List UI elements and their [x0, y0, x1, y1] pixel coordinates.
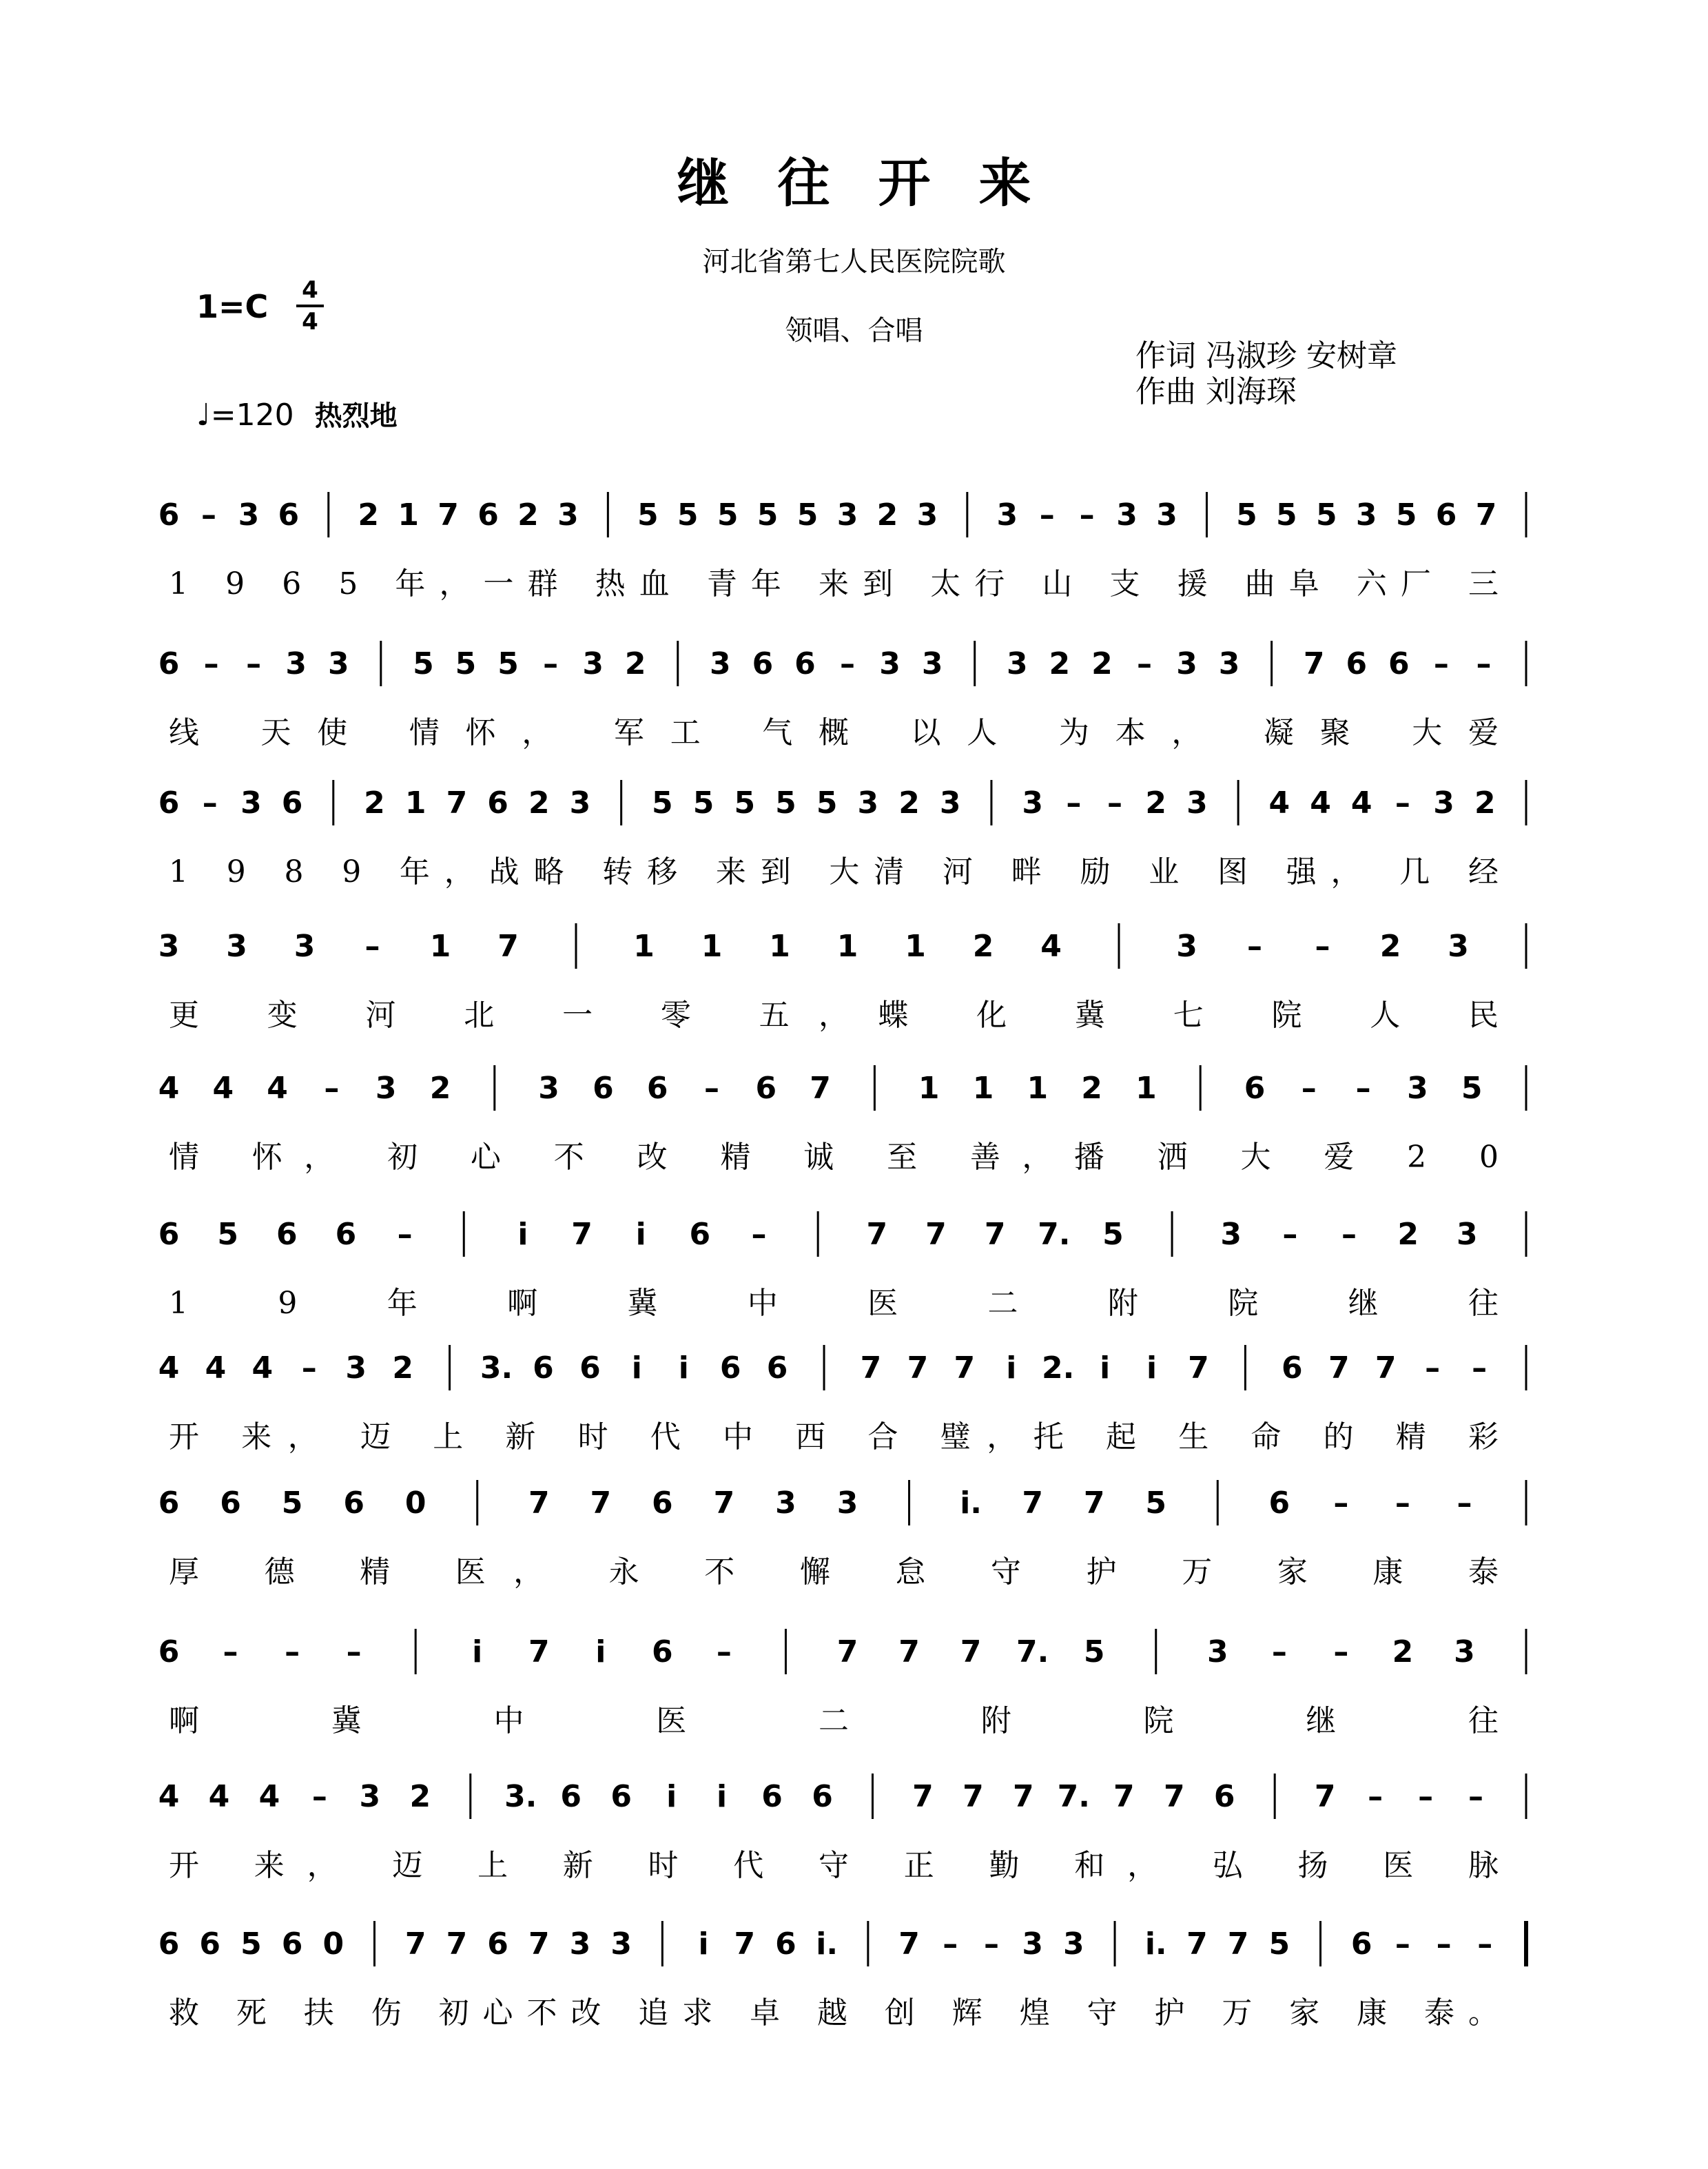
- note: 7: [866, 1217, 888, 1252]
- note: 7: [836, 1634, 858, 1669]
- note: i: [678, 1350, 689, 1386]
- note: 3: [1022, 1926, 1043, 1962]
- note: 5: [413, 646, 434, 681]
- note: 7: [404, 1926, 426, 1962]
- note: –: [200, 497, 216, 533]
- note: 2: [1397, 1217, 1419, 1252]
- note: i.: [1144, 1926, 1167, 1962]
- note: 2: [876, 497, 898, 533]
- note: 5: [796, 497, 819, 533]
- note: 6: [646, 1071, 668, 1106]
- note: 5: [775, 785, 796, 821]
- note: 3: [557, 497, 579, 533]
- performance-mode: 领唱、合唱: [785, 315, 923, 347]
- note: 6: [158, 785, 180, 821]
- note: 3: [375, 1071, 397, 1106]
- note: 7: [1186, 1926, 1208, 1962]
- note: 6: [477, 497, 499, 533]
- note: –: [1436, 1926, 1452, 1962]
- note: 1: [918, 1071, 940, 1106]
- note: 2: [409, 1779, 431, 1814]
- note: 6: [158, 1217, 180, 1252]
- note: 6: [610, 1779, 632, 1814]
- note: 2: [1474, 785, 1496, 821]
- note: i: [1146, 1350, 1157, 1386]
- note: 6: [593, 1071, 614, 1106]
- note: 4: [1268, 785, 1290, 821]
- note: –: [1395, 785, 1410, 821]
- note: –: [246, 646, 262, 681]
- note: 3: [1176, 646, 1197, 681]
- note: 3: [240, 785, 262, 821]
- note: –: [1395, 1486, 1410, 1521]
- note: 1: [701, 929, 723, 964]
- note: 7.: [1057, 1779, 1091, 1814]
- time-signature-bottom: 4: [302, 308, 318, 336]
- note: 2: [1081, 1071, 1102, 1106]
- note: 4: [208, 1779, 230, 1814]
- note: 3: [1454, 1634, 1475, 1669]
- note: 6: [755, 1071, 777, 1106]
- note: 6: [719, 1350, 741, 1386]
- note: –: [1418, 1779, 1434, 1814]
- note: –: [1107, 785, 1123, 821]
- note: i: [717, 1779, 728, 1814]
- note: i: [635, 1217, 646, 1252]
- note: –: [1136, 646, 1152, 681]
- note: –: [1425, 1350, 1441, 1386]
- note: 5: [1461, 1071, 1483, 1106]
- note: 3: [1176, 929, 1197, 964]
- note: –: [543, 646, 559, 681]
- note: 5: [1315, 497, 1337, 533]
- note: 7: [528, 1926, 550, 1962]
- note: 1: [398, 497, 419, 533]
- note: 4: [205, 1350, 227, 1386]
- note: 4: [158, 1779, 180, 1814]
- note: 3: [1063, 1926, 1084, 1962]
- note: 0: [404, 1486, 426, 1521]
- note: 3.: [480, 1350, 513, 1386]
- note: 7: [1188, 1350, 1209, 1386]
- notation-row: [158, 1211, 1526, 1257]
- note: 1: [769, 929, 790, 964]
- note: 1: [633, 929, 655, 964]
- note: –: [1457, 1486, 1472, 1521]
- tempo-value: ♩=120: [196, 398, 294, 433]
- note: 5: [1145, 1486, 1167, 1521]
- note: –: [324, 1071, 340, 1106]
- note: 6: [220, 1486, 241, 1521]
- note: 2: [528, 785, 550, 821]
- lyrics-row: 开 来， 迈 上 新 时 代 中 西 合 璧，托 起 生 命 的 精 彩: [169, 1419, 1499, 1454]
- note: 6: [1350, 1926, 1372, 1962]
- lyrics-row: 开 来， 迈 上 新 时 代 守 正 勤 和， 弘 扬 医 脉: [169, 1848, 1499, 1883]
- note: 6: [579, 1350, 601, 1386]
- note: 3: [294, 929, 316, 964]
- note: –: [751, 1217, 767, 1252]
- note: 6: [158, 1926, 180, 1962]
- note: –: [285, 1634, 300, 1669]
- note: 2: [1145, 785, 1167, 821]
- note: 1: [972, 1071, 994, 1106]
- note: 6: [1346, 646, 1368, 681]
- note: –: [1301, 1071, 1317, 1106]
- note: 6: [775, 1926, 796, 1962]
- note: 3: [610, 1926, 632, 1962]
- note: 4: [1310, 785, 1331, 821]
- note: 6: [343, 1486, 364, 1521]
- note: 5: [734, 785, 756, 821]
- note: 7: [438, 497, 459, 533]
- note: 2.: [1042, 1350, 1075, 1386]
- note: 3: [836, 497, 858, 533]
- note: 6: [276, 1217, 298, 1252]
- note: 3: [836, 1486, 858, 1521]
- note: 4: [1350, 785, 1372, 821]
- note: 3: [1006, 646, 1028, 681]
- note: i: [1100, 1350, 1111, 1386]
- note: 6: [281, 1926, 303, 1962]
- note: 3: [1448, 929, 1469, 964]
- note: 2: [1379, 929, 1401, 964]
- note: –: [1468, 1779, 1484, 1814]
- note: i.: [960, 1486, 982, 1521]
- note: 5: [1236, 497, 1257, 533]
- note: 2: [1049, 646, 1071, 681]
- note: 4: [267, 1071, 288, 1106]
- note: i.: [816, 1926, 838, 1962]
- note: 5: [1395, 497, 1417, 533]
- note: 2: [1392, 1634, 1414, 1669]
- note: –: [1355, 1071, 1371, 1106]
- note: –: [1476, 646, 1492, 681]
- note: 6: [752, 646, 774, 681]
- note: 5: [497, 646, 519, 681]
- note: 4: [251, 1350, 274, 1386]
- note: 7: [734, 1926, 756, 1962]
- note: 7: [954, 1350, 976, 1386]
- note: 7: [810, 1071, 831, 1106]
- note: 7: [1113, 1779, 1135, 1814]
- note: –: [983, 1926, 999, 1962]
- note: 4: [158, 1350, 180, 1386]
- note: 1: [429, 929, 451, 964]
- note: 4: [1040, 929, 1062, 964]
- note: 3: [158, 929, 180, 964]
- note: –: [1341, 1217, 1357, 1252]
- note: 3: [582, 646, 604, 681]
- notation-row: [158, 1345, 1526, 1390]
- note: 3: [1116, 497, 1138, 533]
- note: –: [311, 1779, 327, 1814]
- note: 4: [158, 1071, 180, 1106]
- note: 5: [637, 497, 659, 533]
- note: 7: [1013, 1779, 1034, 1814]
- note: 7: [713, 1486, 735, 1521]
- note: –: [1333, 1634, 1349, 1669]
- notation-row: [158, 641, 1526, 686]
- note: 6: [158, 646, 180, 681]
- lyrics-row: 1 9 6 5 年，一群 热血 青年 来到 太行 山 支 援 曲阜 六厂 三: [169, 566, 1499, 602]
- note: 2: [358, 497, 380, 533]
- note: i: [472, 1634, 483, 1669]
- note: 3: [1457, 1217, 1478, 1252]
- lyrics-row: 啊 冀 中 医 二 附 院 继 往: [169, 1703, 1499, 1738]
- note: 7: [860, 1350, 882, 1386]
- note: 1: [905, 929, 926, 964]
- note: 6: [1213, 1779, 1235, 1814]
- note: 1: [836, 929, 858, 964]
- note: 3: [1218, 646, 1240, 681]
- note: –: [943, 1926, 958, 1962]
- note: –: [1282, 1217, 1298, 1252]
- note: –: [1271, 1634, 1287, 1669]
- note: 7: [1163, 1779, 1185, 1814]
- note: 2: [364, 785, 385, 821]
- song-subtitle: 河北省第七人民医院院歌: [702, 246, 1006, 278]
- note: –: [1079, 497, 1095, 533]
- note: 2: [972, 929, 994, 964]
- note: 7: [925, 1217, 947, 1252]
- note: 3: [1220, 1217, 1242, 1252]
- lyrics-row: 线 天使 情怀， 军工 气概 以人 为本， 凝聚 大爱: [169, 715, 1499, 750]
- note: 6: [1388, 646, 1410, 681]
- expression-marking: 热烈地: [314, 400, 398, 432]
- note: 4: [258, 1779, 280, 1814]
- note: 3: [916, 497, 938, 533]
- note: 5: [757, 497, 779, 533]
- note: 3: [226, 929, 247, 964]
- note: 5: [652, 785, 673, 821]
- note: 3: [1022, 785, 1043, 821]
- note: 2: [1091, 646, 1113, 681]
- note: 7: [984, 1217, 1006, 1252]
- note: 3: [569, 1926, 591, 1962]
- note: –: [202, 785, 218, 821]
- note: –: [1433, 646, 1449, 681]
- note: 0: [322, 1926, 344, 1962]
- notation-row: [158, 1065, 1526, 1111]
- lyrics-row: 1 9 年 啊 冀 中 医 二 附 院 继 往: [169, 1286, 1499, 1321]
- note: 3: [1206, 1634, 1228, 1669]
- lyrics-row: 1 9 8 9 年，战略 转移 来到 大清 河 畔 励 业 图 强， 几 经: [169, 854, 1499, 890]
- lyrics-row: 厚 德 精 医， 永 不 懈 怠 守 护 万 家 康 泰: [169, 1554, 1499, 1590]
- note: 5: [217, 1217, 238, 1252]
- note: 3: [921, 646, 943, 681]
- note: 4: [212, 1071, 234, 1106]
- lyricist-credit: 作词 冯淑珍 安树章: [1135, 338, 1397, 373]
- note: 7: [528, 1634, 550, 1669]
- note: 5: [281, 1486, 303, 1521]
- note: 7: [912, 1779, 934, 1814]
- note: 2: [429, 1071, 451, 1106]
- note: –: [364, 929, 380, 964]
- note: 6: [812, 1779, 833, 1814]
- note: 6: [652, 1634, 673, 1669]
- note: 5: [240, 1926, 262, 1962]
- note: 3: [1407, 1071, 1428, 1106]
- note: –: [203, 646, 219, 681]
- note: –: [1477, 1926, 1493, 1962]
- note: 3: [345, 1350, 367, 1386]
- note: –: [1472, 1350, 1488, 1386]
- note: 6: [278, 497, 300, 533]
- note: 2: [624, 646, 646, 681]
- note: 3: [569, 785, 591, 821]
- note: –: [704, 1071, 719, 1106]
- note: 7: [528, 1486, 550, 1521]
- note: 6: [533, 1350, 554, 1386]
- note: 3: [710, 646, 731, 681]
- note: 7: [1227, 1926, 1249, 1962]
- notation-row: [158, 492, 1526, 537]
- note: 6: [652, 1486, 673, 1521]
- note: –: [1315, 929, 1330, 964]
- notation-row: [158, 1480, 1526, 1525]
- note: i: [631, 1350, 642, 1386]
- note: –: [716, 1634, 732, 1669]
- note: 6: [1244, 1071, 1266, 1106]
- note: 2: [517, 497, 539, 533]
- note: 7: [898, 1926, 920, 1962]
- lyrics-row: 情 怀， 初 心 不 改 精 诚 至 善，播 洒 大 爱 2 0: [169, 1140, 1499, 1175]
- note: 5: [1083, 1634, 1105, 1669]
- note: –: [840, 646, 855, 681]
- note: 3: [939, 785, 961, 821]
- note: 7: [907, 1350, 929, 1386]
- time-signature-top: 4: [302, 276, 318, 304]
- note: –: [1066, 785, 1082, 821]
- note: 3.: [504, 1779, 537, 1814]
- note: –: [397, 1217, 413, 1252]
- note: 6: [560, 1779, 582, 1814]
- note: 6: [1282, 1350, 1303, 1386]
- note: 6: [794, 646, 816, 681]
- note: 5: [677, 497, 699, 533]
- note: 3: [238, 497, 260, 533]
- note: 7: [497, 929, 519, 964]
- note: 3: [327, 646, 349, 681]
- note: 6: [158, 1634, 180, 1669]
- note: 6: [199, 1926, 221, 1962]
- note: 7: [1303, 646, 1325, 681]
- note: i: [517, 1217, 528, 1252]
- note: 7: [1314, 1779, 1336, 1814]
- note: 5: [1268, 1926, 1290, 1962]
- note: 3: [879, 646, 901, 681]
- note: 1: [1135, 1071, 1157, 1106]
- note: –: [346, 1634, 362, 1669]
- note: –: [301, 1350, 317, 1386]
- note: 7: [898, 1634, 920, 1669]
- note: 7: [446, 785, 468, 821]
- notation-row: [158, 1629, 1526, 1674]
- notation-row: [158, 1774, 1526, 1819]
- note: –: [1039, 497, 1055, 533]
- note: 6: [1435, 497, 1457, 533]
- note: 6: [766, 1350, 788, 1386]
- lyrics-row: 救 死 扶 伤 初心不改 追求 卓 越 创 辉 煌 守 护 万 家 康 泰。: [169, 1995, 1499, 2031]
- note: 7: [571, 1217, 593, 1252]
- lyrics-row: 更 变 河 北 一 零 五，蝶 化 冀 七 院 人 民: [169, 998, 1499, 1033]
- note: 5: [816, 785, 838, 821]
- note: 6: [761, 1779, 783, 1814]
- note: 3: [996, 497, 1018, 533]
- note: 7.: [1038, 1217, 1071, 1252]
- note: 1: [404, 785, 426, 821]
- note: 2: [898, 785, 920, 821]
- note: 7: [963, 1779, 984, 1814]
- note: 1: [1027, 1071, 1049, 1106]
- note: i: [1006, 1350, 1017, 1386]
- note: 6: [689, 1217, 711, 1252]
- note: 5: [1276, 497, 1297, 533]
- note: 3: [1355, 497, 1377, 533]
- note: 6: [487, 785, 508, 821]
- note: 3: [857, 785, 879, 821]
- note: 3: [1186, 785, 1208, 821]
- note: 6: [158, 1486, 180, 1521]
- note: 3: [359, 1779, 381, 1814]
- notation-row: [158, 1921, 1526, 1966]
- note: 7: [1375, 1350, 1397, 1386]
- note: –: [223, 1634, 238, 1669]
- note: –: [1395, 1926, 1410, 1962]
- note: –: [1333, 1486, 1349, 1521]
- note: 5: [717, 497, 739, 533]
- note: 6: [335, 1217, 357, 1252]
- note: 5: [455, 646, 477, 681]
- note: 2: [392, 1350, 413, 1386]
- note: 5: [692, 785, 714, 821]
- note: 3: [538, 1071, 559, 1106]
- note: 3: [1156, 497, 1177, 533]
- notation-row: [158, 923, 1526, 969]
- note: –: [1368, 1779, 1383, 1814]
- key-signature: 1=C: [196, 288, 269, 325]
- song-title: 继往开来: [677, 152, 1080, 214]
- notation-row: [158, 780, 1526, 825]
- note: 7: [960, 1634, 982, 1669]
- note: 7: [590, 1486, 612, 1521]
- note: 7: [1475, 497, 1497, 533]
- note: i: [666, 1779, 677, 1814]
- note: 3: [1433, 785, 1454, 821]
- note: i: [698, 1926, 709, 1962]
- note: 6: [487, 1926, 508, 1962]
- note: 5: [1102, 1217, 1124, 1252]
- composer-credit: 作曲 刘海琛: [1135, 374, 1297, 409]
- note: 7: [1022, 1486, 1043, 1521]
- note: 7: [446, 1926, 468, 1962]
- note: 7: [1083, 1486, 1105, 1521]
- note: 3: [285, 646, 307, 681]
- note: 7.: [1016, 1634, 1049, 1669]
- note: 6: [158, 497, 180, 533]
- note: 7: [1328, 1350, 1350, 1386]
- note: 3: [775, 1486, 796, 1521]
- note: –: [1247, 929, 1262, 964]
- note: 6: [281, 785, 303, 821]
- note: 6: [1268, 1486, 1290, 1521]
- note: i: [595, 1634, 606, 1669]
